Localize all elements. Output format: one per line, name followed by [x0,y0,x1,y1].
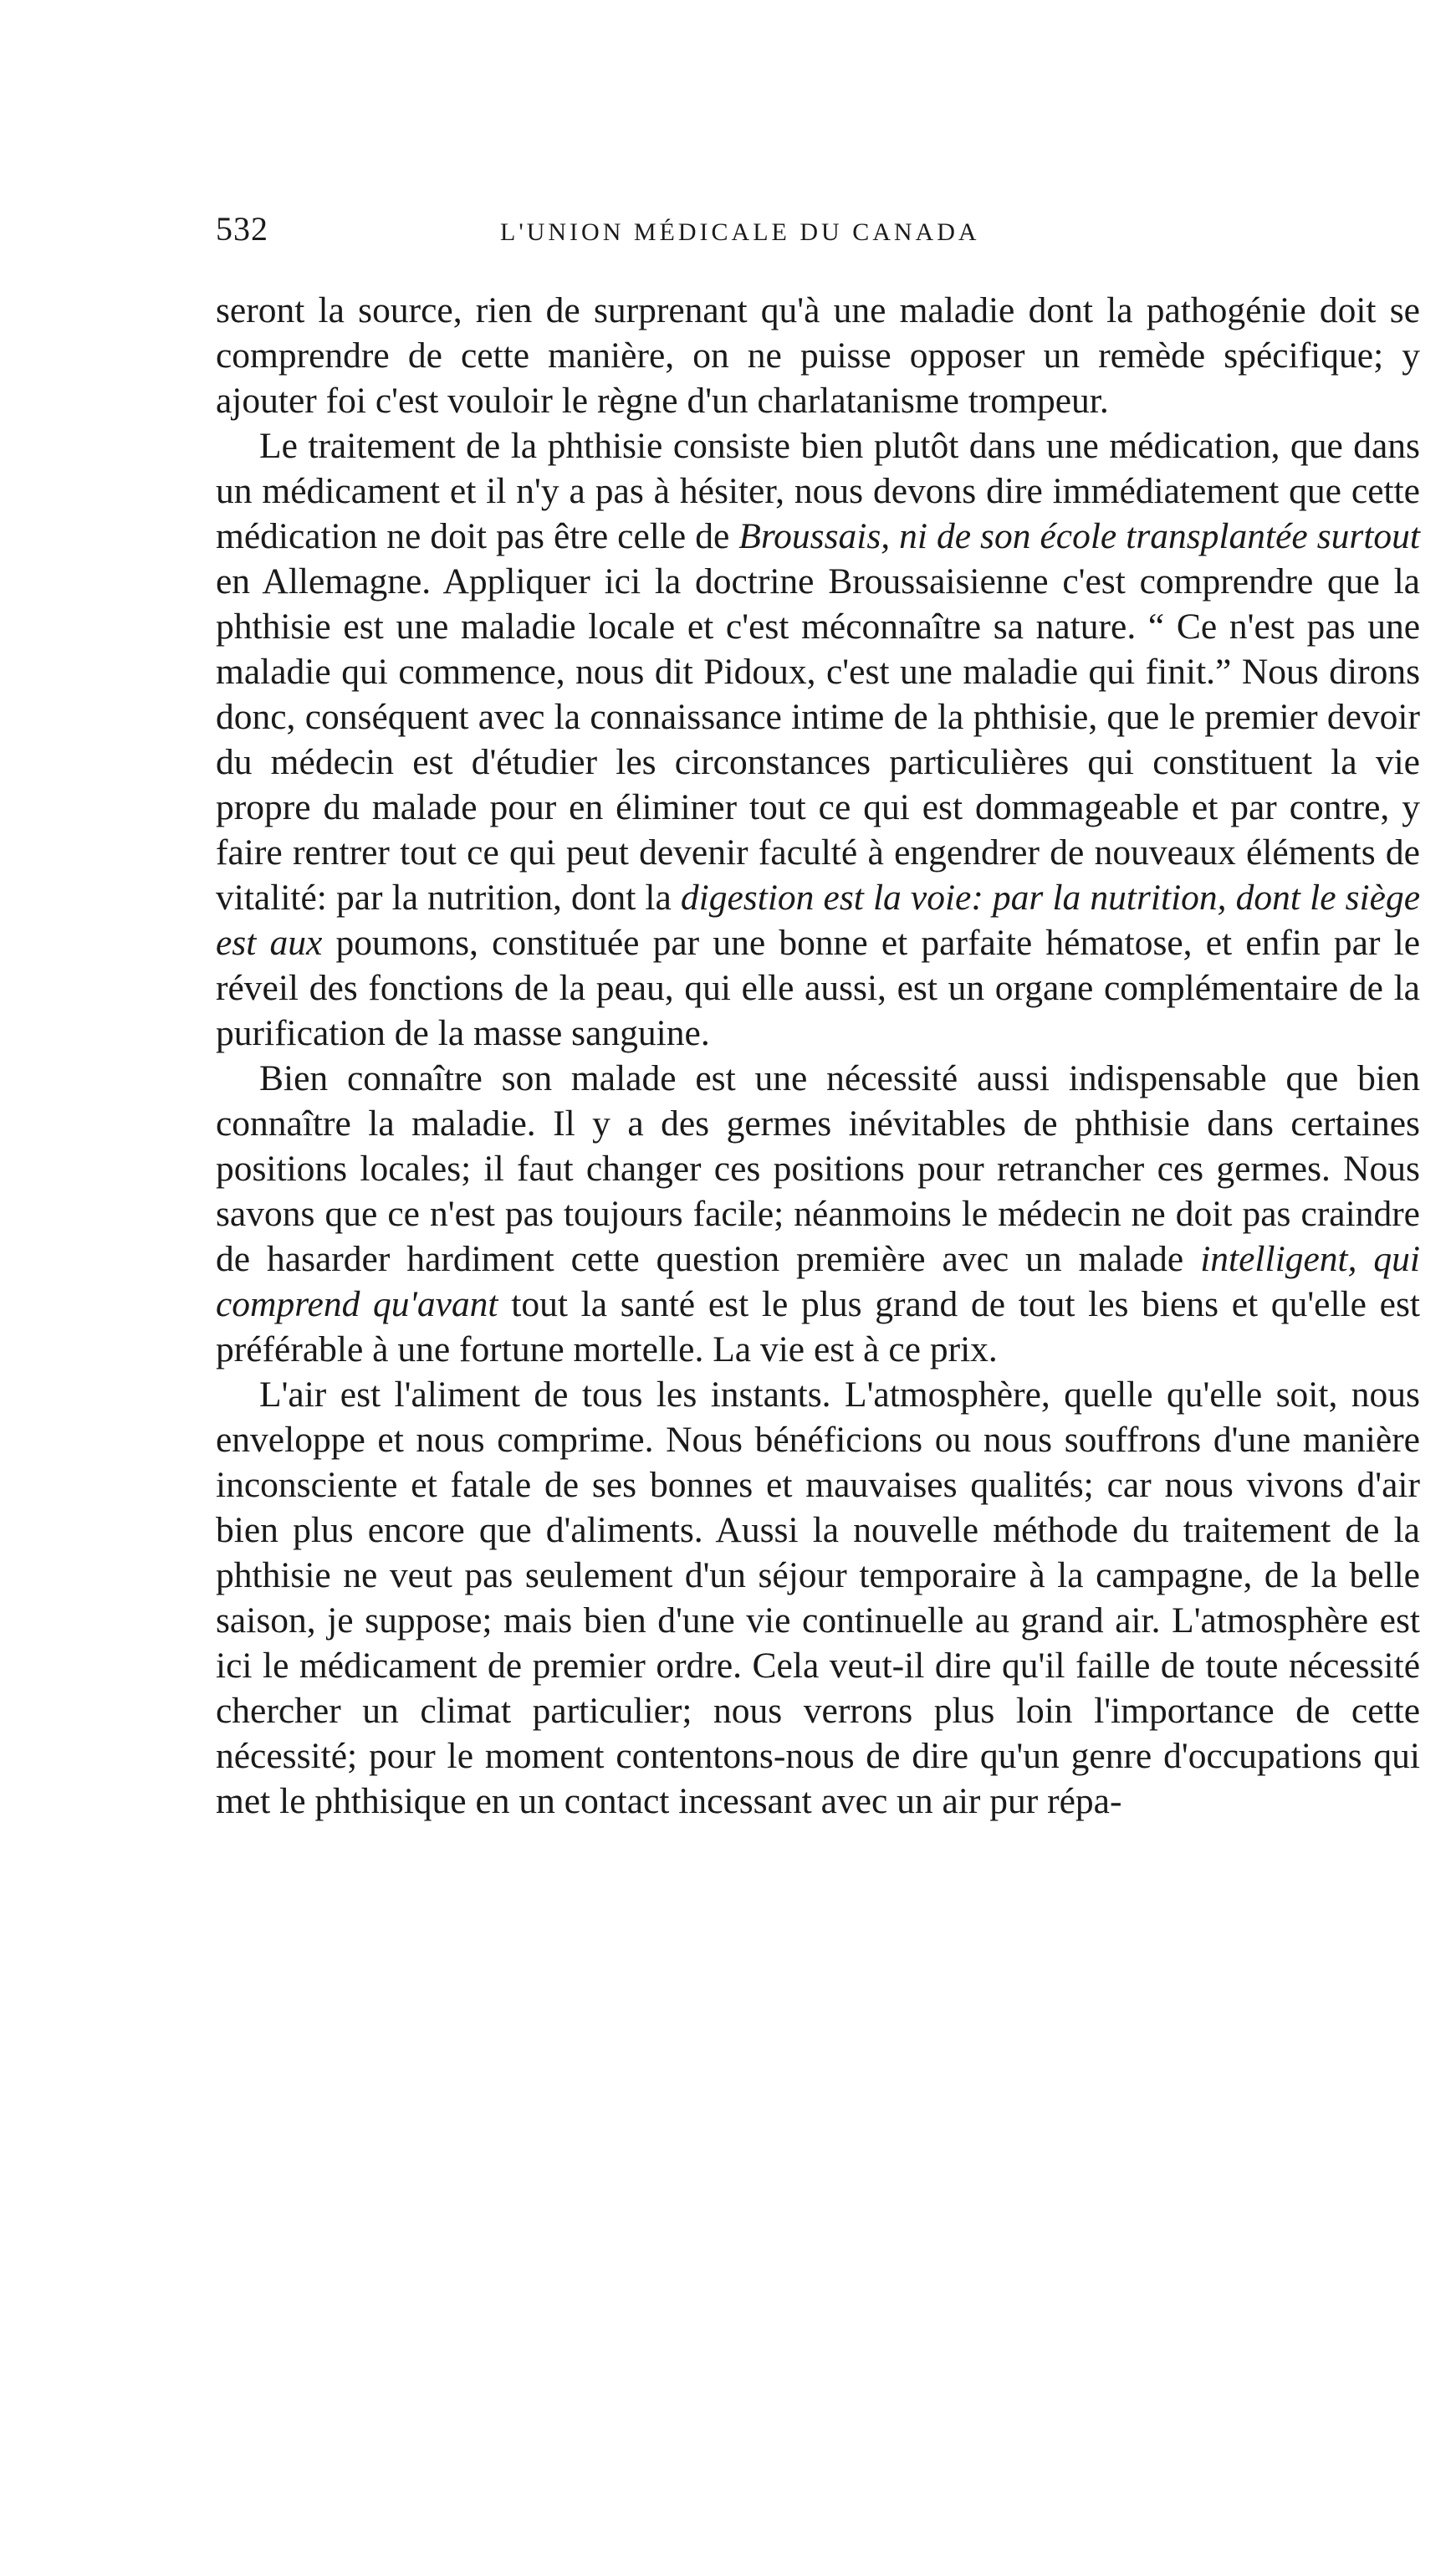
paragraph-3-italic-a: intelligent, qui comprend qu'avant [216,1239,1421,1324]
paragraph-3-text-a: Bien connaître son malade est une nécessité aussi indispensable que bien connaître la maladie. Il y a des germes inévitables de phthisie dans certaines positions locales; il faut changer ces positions pour retrancher ces germes. Nous savons que ce n'est pas toujours facile; néanmoins le médecin ne doit pas craindre de hasarder hardiment cette question première avec un malade [216,1058,1420,1279]
paragraph-2-text-c: poumons, constituée par une bonne et parfaite hématose, et enfin par le réveil des fonctions de la peau, qui elle aussi, est un organe complémentaire de la purification de la masse sanguine. [216,923,1421,1053]
paragraph-3 [216,1056,1420,1372]
page-number: 532 [216,210,268,248]
paragraph-2 [216,423,1420,1056]
paragraph-2-text-a: Le traitement de la phthisie consiste bien plutôt dans une médication, que dans un médicament et il n'y a pas à hésiter, nous devons dire immédiatement que cette médication ne doit pas être celle de [216,426,1420,556]
paragraph-1: seront la source, rien de surprenant qu'à une maladie dont la pathogénie doit se comprendre de cette manière, on ne puisse opposer un remède spécifique; y ajouter foi c'est vouloir le règne d'un charlatanisme trompeur. [216,290,1420,421]
journal-title: L'UNION MÉDICALE DU CANADA [500,218,980,246]
book-page [216,209,1453,1824]
paragraph-4: L'air est l'aliment de tous les instants. L'atmosphère, quelle qu'elle soit, nous enveloppe et nous comprime. Nous bénéficions ou nous souffrons d'une manière inconsciente et fatale de ses bonnes et mauvaises qualités; car nous vivons d'air bien plus encore que d'aliments. Aussi la nouvelle méthode du traitement de la phthisie ne veut pas seulement d'un séjour temporaire à la campagne, de la belle saison, je suppose; mais bien d'une vie continuelle au grand air. L'atmosphère est ici le médicament de premier ordre. Cela veut-il dire qu'il faille de toute nécessité chercher un climat particulier; nous verrons plus loin l'importance de cette nécessité; pour le moment contentons-nous de dire qu'un genre d'occupations qui met le phthisique en un contact incessant avec un air pur répa- [216,1375,1420,1821]
body-text [216,288,1420,1824]
paragraph-3-text-b: tout la santé est le plus grand de tout les biens et qu'elle est préférable à une fortune mortelle. La vie est à ce prix. [216,1284,1420,1369]
running-head [216,209,1453,259]
paragraph-2-italic-b: digestion est la voie: par la nutrition, dont le siège est aux [216,878,1420,963]
paragraph-2-italic-a: Broussais, ni de son école transplantée surtout [738,516,1420,556]
paragraph-2-text-b: en Allemagne. Appliquer ici la doctrine Broussaisienne c'est comprendre que la phthisie est une maladie locale et c'est méconnaître sa nature. “ Ce n'est pas une maladie qui commence, nous dit Pidoux, c'est une maladie qui finit.” Nous dirons donc, conséquent avec la connaissance intime de la phthisie, que le premier devoir du médecin est d'étudier les circonstances particulières qui constituent la vie propre du malade pour en éliminer tout ce qui est dommageable et par contre, y faire rentrer tout ce qui peut devenir faculté à engendrer de nouveaux éléments de vitalité: par la nutrition, dont la [216,561,1420,918]
